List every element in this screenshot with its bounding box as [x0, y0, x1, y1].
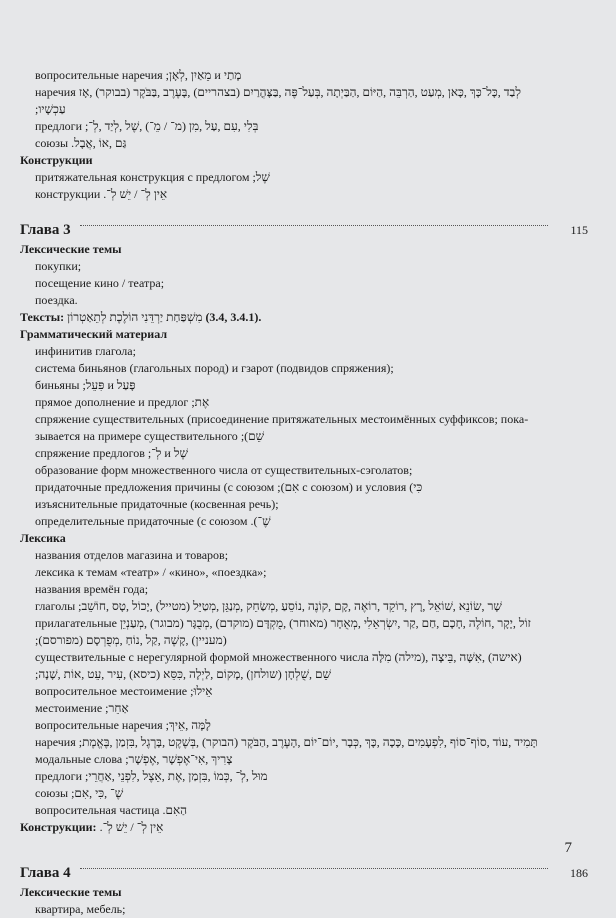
entry-hebrew: צָרִיךְ ,אִי־אֶפְשָׁר ,אֶפְשָׁר;	[125, 752, 233, 766]
page-content	[20, 67, 588, 918]
ch4-lexical-heading: Лексические темы	[20, 885, 122, 899]
entry-russian: вопросительные наречия	[35, 68, 163, 82]
ch3-grammar-heading: Грамматический материал	[20, 327, 168, 341]
entry-russian: предлоги	[35, 119, 83, 133]
entry-hebrew: (מעניין) ,קָשֶׁה ,קַל ,נוֹחַ ,מְפֻרְסָם (מפורסם);	[35, 633, 227, 647]
entry-russian: биньяны	[35, 378, 80, 392]
entry-line	[20, 547, 588, 564]
entry-russian: спряжение предлогов	[35, 446, 145, 460]
entry-russian: образование форм множественного числа от существительных-сэголатов;	[35, 463, 413, 477]
entry-line	[20, 84, 588, 101]
leader-dots	[80, 868, 548, 869]
entry-hebrew: שֵׁם ,שֻׁלְחָן (שולחן) ,מָקוֹם ,לַיְלָה ,כִּסֵּא (כיסא) ,עִיר ,עֵט ,אוֹת ,שָׁנָה;	[35, 667, 331, 681]
ch3-constructions-line	[20, 819, 588, 836]
entry-hebrew: שֶׁ־).	[250, 514, 271, 528]
entry-line	[20, 700, 588, 717]
ch3-constructions-label: Конструкции:	[20, 820, 97, 834]
entry-line	[20, 632, 588, 649]
entry-russian: названия отделов магазина и товаров;	[35, 548, 229, 562]
entry-russian: прямое дополнение и предлог	[35, 395, 189, 409]
entry-hebrew: שֵׁם);	[240, 429, 265, 443]
entry-hebrew: תָּמִיד ,עוֹד ,סוֹף־סוֹף ,לִפְעָמִים ,כָּכָה ,כָּךְ ,כְּבָר ,יוֹם־יוֹם ,הָעֶרֶב ,הַבֹּקֶר (הבוקר) ,בְּשֶׁקֶט ,בָּרֶגֶל ,בִּזְמַן ,בֶּאֱמֶת;	[78, 735, 538, 749]
entry-line	[20, 169, 588, 186]
chapter2-lexicon-tail	[20, 67, 588, 152]
entry-russian: зывается на примере существительного	[35, 429, 238, 443]
entry-russian: спряжение существительных (присоединение притяжательных местоимённых суффиксов; пока-	[35, 412, 529, 426]
entry-russian: модальные слова	[35, 752, 123, 766]
entry-line	[20, 479, 588, 496]
entry-line	[20, 615, 588, 632]
entry-line	[20, 785, 588, 802]
entry-russian: местоимение	[35, 701, 103, 715]
entry-russian: вопросительное местоимение	[35, 684, 188, 698]
entry-russian: вопросительные наречия	[35, 718, 163, 732]
entry-hebrew: גַּם ,אוֹ ,אֲבָל.	[71, 136, 127, 150]
chapter3-page: 115	[570, 223, 588, 237]
ch3-lexical-heading: Лексические темы	[20, 242, 122, 256]
ch3-lexicon-list	[20, 547, 588, 819]
entry-hebrew: שָׁר ,שׂוֹנֵא ,שׁוֹאֵל ,רָץ ,רוֹקֵד ,רוֹאֶה ,קָם ,קוֹנֶה ,נוֹסֵעַ ,מְשַׂחֵק ,מְנַגֵּן ,מְטַיֵּל (מטייל) ,יָכוֹל ,טָס ,חוֹשֵׁב;	[78, 599, 502, 613]
constructions-heading: Конструкции	[20, 153, 93, 167]
entry-hebrew: שֶׁל и לְ־;	[147, 446, 188, 460]
texts-label: Тексты:	[20, 310, 65, 324]
ch3-constructions-hebrew: אֵין לְ־ / יֵשׁ לְ־.	[99, 820, 164, 834]
entry-russian: инфинитив глагола;	[35, 344, 136, 358]
chapter3-title: Глава 3	[20, 219, 75, 241]
chapter4-toc-row[interactable]	[20, 862, 588, 884]
ch3-lexicon-heading: Лексика	[20, 531, 66, 545]
entry-line: квартира, мебель;	[35, 902, 126, 916]
ch3-lexical-list	[20, 258, 588, 309]
entry-line	[20, 581, 588, 598]
entry-russian: союзы	[35, 136, 69, 150]
entry-line	[20, 462, 588, 479]
constructions-list	[20, 169, 588, 203]
entry-russian: конструкции	[35, 187, 101, 201]
entry-hebrew: אֵילוּ;	[190, 684, 213, 698]
entry-russian: наречия	[35, 735, 76, 749]
entry-line	[20, 598, 588, 615]
entry-russian: лексика к темам «театр» / «кино», «поездка»;	[35, 565, 267, 579]
entry-russian: прилагательные	[35, 616, 117, 630]
entry-line: поездка.	[35, 293, 78, 307]
entry-hebrew: זוֹל ,יָקָר ,חוֹלֶה ,חָכָם ,חַם ,קַר ,יִשְׂרְאֵלִי ,מְאֻחָר (מאוחר) ,מֻקְדָּם (מוקדם) ,מְבֻגָּר (מבוגר) ,מְעַנְיֵן	[119, 616, 531, 630]
entry-line	[20, 445, 588, 462]
entry-line	[20, 377, 588, 394]
entry-russian: глаголы	[35, 599, 76, 613]
entry-russian: вопросительная частица	[35, 803, 160, 817]
entry-hebrew: מָתַי и מֵאַיִן ,לְאָן;	[165, 68, 242, 82]
entry-hebrew: כִּי) и условия (с союзом אִם);	[277, 480, 423, 494]
entry-line	[20, 135, 588, 152]
entry-line	[20, 683, 588, 700]
entry-line	[20, 101, 588, 118]
entry-hebrew: אַחֵר;	[105, 701, 129, 715]
entry-line	[20, 513, 588, 530]
entry-line	[20, 734, 588, 751]
entry-hebrew: עַכְשָׁיו;	[35, 102, 66, 116]
leader-dots	[80, 225, 548, 226]
entry-line	[20, 496, 588, 513]
ch4-lexical-list	[20, 901, 588, 918]
entry-russian: изъяснительные придаточные (косвенная речь);	[35, 497, 279, 511]
entry-hebrew: לְבַד ,כָּל־כָּךְ ,כָּאן ,מְעַט ,הַרְבֵּה ,הַיּוֹם ,הַבַּיְתָה ,בְּעַל־פֶּה ,בַּצָּהֳרַיִם (בצהריים) ,בָּעֶרֶב ,בַּבֹּקֶר (בבוקר) ,אָז	[78, 85, 521, 99]
entry-line	[20, 802, 588, 819]
ch3-grammar-list	[20, 343, 588, 530]
entry-russian: союзы	[35, 786, 69, 800]
entry-line	[20, 118, 588, 135]
chapter4-title: Глава 4	[20, 862, 75, 884]
chapter4-page: 186	[570, 866, 588, 880]
entry-line	[20, 649, 588, 666]
entry-hebrew: שֶׁל;	[252, 170, 270, 184]
entry-line: посещение кино / театра;	[35, 276, 165, 290]
entry-russian: названия времён года;	[35, 582, 149, 596]
entry-line	[20, 428, 588, 445]
chapter3-toc-row[interactable]	[20, 219, 588, 241]
entry-russian: придаточные предложения причины (с союзом	[35, 480, 275, 494]
page-number: 7	[564, 840, 572, 856]
entry-line	[20, 768, 588, 785]
entry-russian: определительные придаточные (с союзом	[35, 514, 248, 528]
entry-hebrew: בְּלִי ,עִם ,עַל ,מִן (מ־ / מֵ־) ,שֶׁל ,לְיַד ,לְ־;	[85, 119, 259, 133]
entry-russian: наречия	[35, 85, 76, 99]
entry-russian: предлоги	[35, 769, 83, 783]
entry-hebrew: (אישה) ,אִשָּׁה ,בֵּיצָה ,(מילה) מִלָּה	[371, 650, 522, 664]
entry-russian: притяжательная конструкция с предлогом	[35, 170, 250, 184]
entry-hebrew: הַאִם.	[162, 803, 188, 817]
entry-russian: система биньянов (глагольных пород) и гзарот (подвидов спряжения);	[35, 361, 394, 375]
entry-hebrew: לָמָּה ,אֵיךְ;	[165, 718, 211, 732]
entry-line	[20, 666, 588, 683]
ch3-texts-line	[20, 309, 588, 326]
entry-russian: существительные с нерегулярной формой множественного числа	[35, 650, 369, 664]
entry-hebrew: מוּל ,לְ־ ,כְּמוֹ ,בִּזְמַן ,אֶת ,אֵצֶל ,לִפְנֵי ,אַחֲרֵי;	[85, 769, 268, 783]
entry-line	[20, 186, 588, 203]
entry-hebrew: שֶׁ־ ,כִּי ,אִם;	[71, 786, 124, 800]
entry-line	[20, 564, 588, 581]
entry-line	[20, 67, 588, 84]
entry-hebrew: אֶת;	[191, 395, 210, 409]
entry-line	[20, 394, 588, 411]
entry-line	[20, 411, 588, 428]
entry-hebrew: אֵין לְ־ / יֵשׁ לְ־.	[103, 187, 168, 201]
entry-hebrew: פָּעַל и פִּעֵל;	[82, 378, 136, 392]
entry-line	[20, 717, 588, 734]
texts-hebrew: מִשְׁפַּחַת יַרְדֵּנִי הוֹלֶכֶת לְתֵאַטְרוֹן	[67, 310, 203, 324]
entry-line	[20, 343, 588, 360]
entry-line	[20, 751, 588, 768]
entry-line: покупки;	[35, 259, 82, 273]
entry-line	[20, 360, 588, 377]
texts-ref: (3.4, 3.4.1).	[205, 310, 262, 324]
